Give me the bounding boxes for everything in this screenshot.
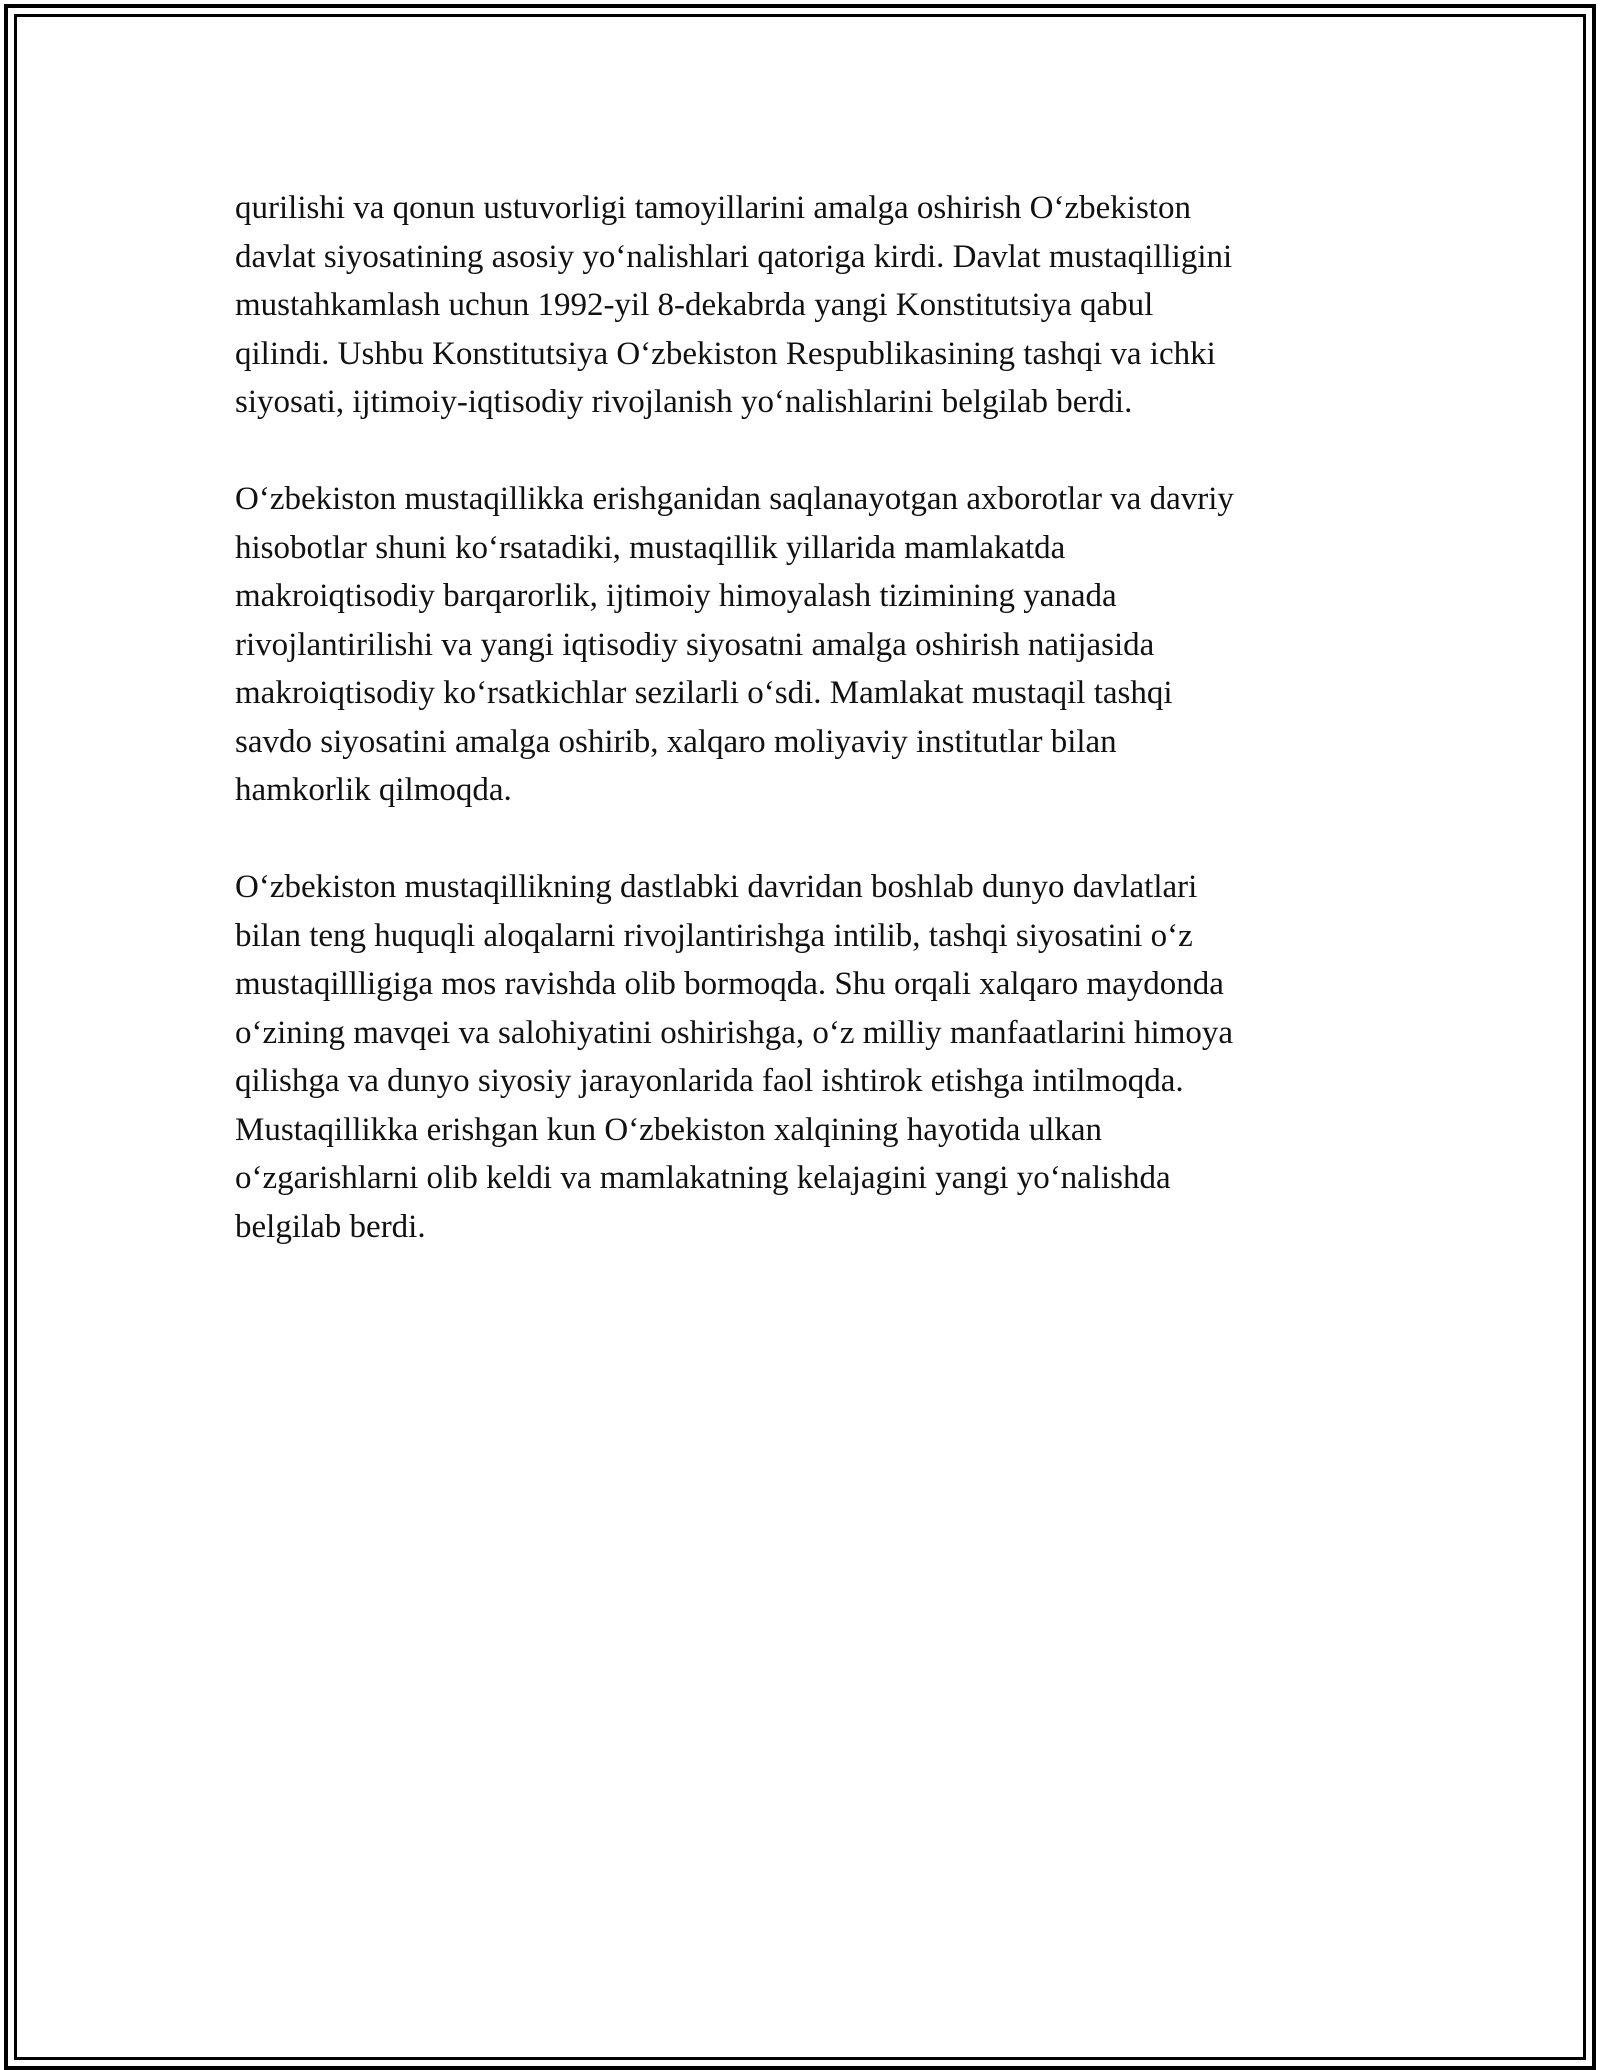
text-line: Mustaqillikka erishgan kun O‘zbekiston xalqining hayotida ulkan — [235, 1111, 1103, 1148]
text-line: mustahkamlash uchun 1992-yil 8-dekabrda yangi Konstitutsiya qabul — [235, 287, 1154, 323]
paragraph-2 — [235, 475, 1365, 815]
text-line: hisobotlar shuni ko‘rsatadiki, mustaqillik yillarida mamlakatda — [235, 529, 1066, 566]
text-line: savdo siyosatini amalga oshirib, xalqaro moliyaviy institutlar bilan — [235, 723, 1117, 760]
text-line: belgilab berdi. — [235, 1208, 426, 1245]
text-line: qilindi. Ushbu Konstitutsiya O‘zbekiston Respublikasining tashqi va ichki — [235, 335, 1216, 372]
text-line: O‘zbekiston mustaqillikning dastlabki davridan boshlab dunyo davlatlari — [235, 869, 1198, 905]
text-line: makroiqtisodiy barqarorlik, ijtimoiy himoyalash tizimining yanada — [235, 578, 1117, 614]
text-line: qilishga va dunyo siyosiy jarayonlarida faol ishtirok etishga intilmoqda. — [235, 1063, 1184, 1099]
text-line: qurilishi va qonun ustuvorligi tamoyillarini amalga oshirish O‘zbekiston — [235, 190, 1191, 226]
text-line: O‘zbekiston mustaqillikka erishganidan saqlanayotgan axborotlar va davriy — [235, 481, 1234, 517]
text-line: mustaqillligiga mos ravishda olib bormoqda. Shu orqali xalqaro maydonda — [235, 966, 1224, 1002]
text-line: rivojlantirilishi va yangi iqtisodiy siyosatni amalga oshirish natijasida — [235, 626, 1155, 663]
paragraph-1 — [235, 184, 1365, 427]
text-line: makroiqtisodiy ko‘rsatkichlar sezilarli o‘sdi. Mamlakat mustaqil tashqi — [235, 675, 1173, 711]
text-line: o‘zining mavqei va salohiyatini oshirishga, o‘z milliy manfaatlarini himoya — [235, 1014, 1234, 1051]
text-line: siyosati, ijtimoiy-iqtisodiy rivojlanish yo‘nalishlarini belgilab berdi. — [235, 384, 1133, 420]
text-line: davlat siyosatining asosiy yo‘nalishlari qatoriga kirdi. Davlat mustaqilligini — [235, 238, 1233, 275]
text-line: bilan teng huquqli aloqalarni rivojlantirishga intilib, tashqi siyosatini o‘z — [235, 917, 1193, 954]
document-body — [235, 184, 1365, 1300]
paragraph-3 — [235, 863, 1365, 1251]
text-line: o‘zgarishlarni olib keldi va mamlakatning kelajagini yangi yo‘nalishda — [235, 1160, 1171, 1196]
text-line: hamkorlik qilmoqda. — [235, 772, 512, 808]
